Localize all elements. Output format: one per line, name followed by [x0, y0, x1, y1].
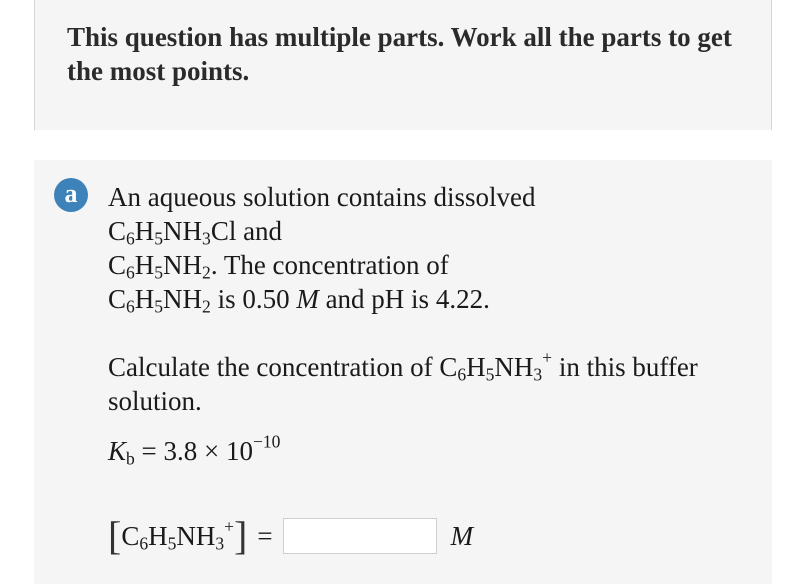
part-a-badge: a	[54, 178, 88, 212]
instruction-panel	[34, 0, 772, 130]
intro-line: An aqueous solution contains dissolved	[108, 182, 536, 212]
instruction-text: This question has multiple parts. Work all the parts to get the most points.	[67, 22, 732, 86]
left-bracket: [	[108, 513, 122, 558]
answer-row	[108, 513, 474, 558]
kb-equation: $K_b = 3.8 \times 10^{-10}$	[108, 431, 281, 469]
equals-sign: =	[257, 520, 273, 551]
right-bracket: ]	[234, 513, 248, 558]
concentration-line: $C_6H_5NH_2$ is 0.50 M and pH is 4.22.	[108, 284, 490, 317]
calculate-prompt: Calculate the concentration of $C_6H_5NH_3^+$ in this buffer solution.	[108, 347, 698, 416]
formula-anilinium-chloride: $C_6H_5NH_3Cl$ and	[108, 216, 283, 249]
answer-formula: $C_6H_5NH_3^+$	[121, 516, 235, 553]
question-content	[108, 180, 748, 468]
question-part-a	[34, 160, 772, 584]
answer-input[interactable]	[283, 518, 437, 554]
answer-unit: M	[450, 520, 474, 551]
formula-aniline-line: $C_6H_5NH_2$. The concentration of	[108, 250, 449, 283]
